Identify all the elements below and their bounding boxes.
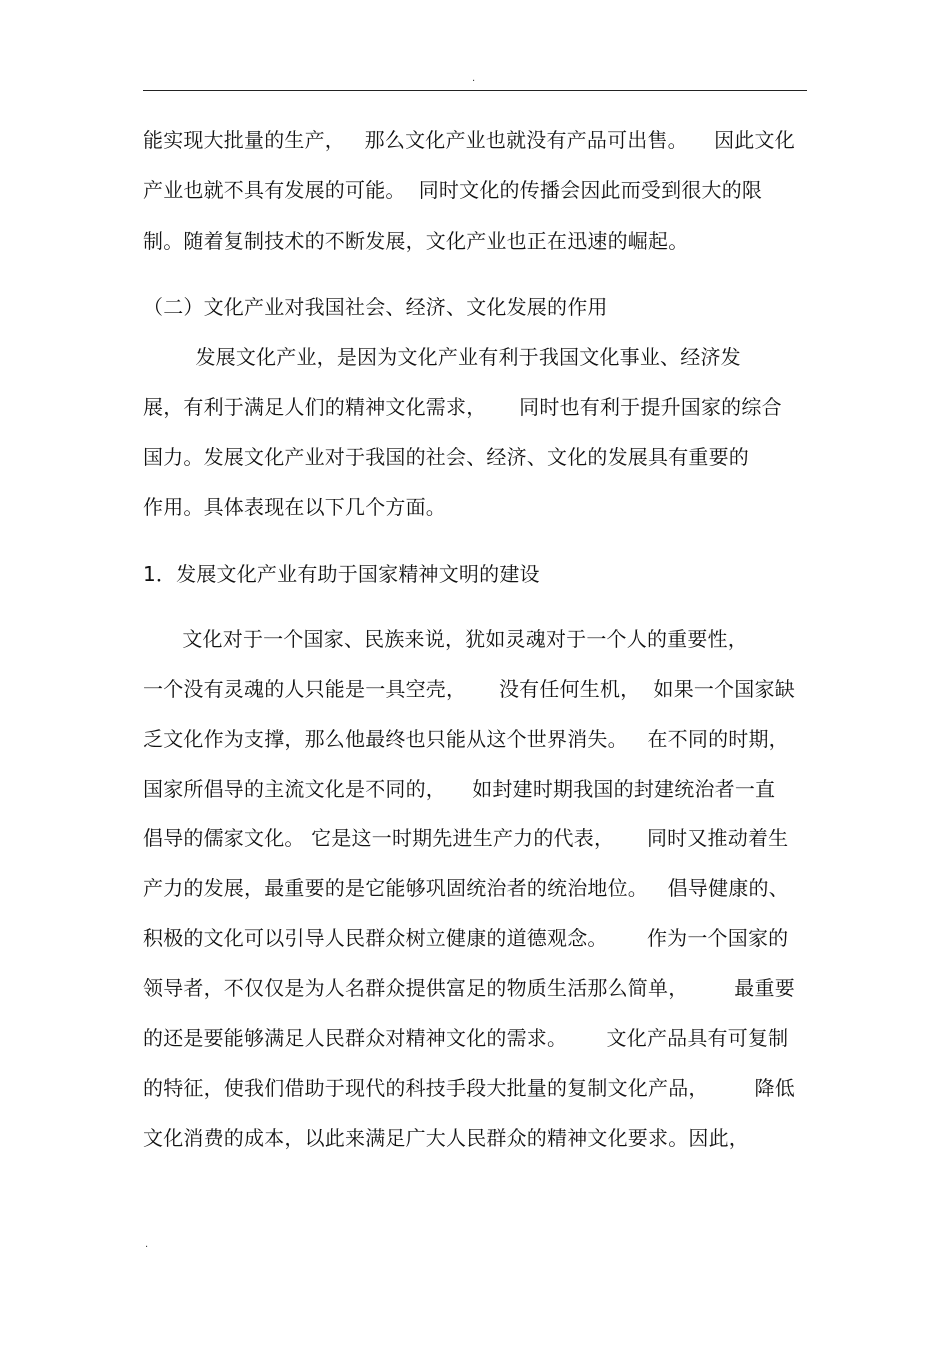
text-line: 的还是要能够满足人民群众对精神文化的需求。 文化产品具有可复制 xyxy=(143,1026,789,1050)
text-line: 作用。具体表现在以下几个方面。 xyxy=(143,495,446,519)
text-line: 展，有利于满足人们的精神文化需求， 同时也有利于提升国家的综合 xyxy=(143,395,782,419)
text-line: 文化对于一个国家、民族来说，犹如灵魂对于一个人的重要性， xyxy=(143,627,748,651)
text-line: 文化消费的成本，以此来满足广大人民群众的精神文化要求。因此， xyxy=(143,1126,749,1150)
text-line: 乏文化作为支撑，那么他最终也只能从这个世界消失。 在不同的时期， xyxy=(143,727,789,751)
text-line: 积极的文化可以引导人民群众树立健康的道德观念。 作为一个国家的 xyxy=(143,926,789,950)
text-line: 产业也就不具有发展的可能。 同时文化的传播会因此而受到很大的限 xyxy=(143,178,763,202)
subsection-heading: 1．发展文化产业有助于国家精神文明的建设 xyxy=(143,562,540,586)
text-line: 一个没有灵魂的人只能是一具空壳， 没有任何生机， 如果一个国家缺 xyxy=(143,677,795,701)
text-line: 领导者，不仅仅是为人名群众提供富足的物质生活那么简单， 最重要 xyxy=(143,976,795,1000)
text-line: 能实现大批量的生产， 那么文化产业也就没有产品可出售。 因此文化 xyxy=(143,128,795,152)
header-mark: . xyxy=(472,73,476,84)
footer-mark: . xyxy=(145,1239,149,1250)
text-line: 产力的发展，最重要的是它能够巩固统治者的统治地位。 倡导健康的、 xyxy=(143,876,789,900)
text-line: 国家所倡导的主流文化是不同的， 如封建时期我国的封建统治者一直 xyxy=(143,777,776,801)
text-line: 倡导的儒家文化。 它是这一时期先进生产力的代表， 同时又推动着生 xyxy=(143,826,789,850)
text-line: 制。随着复制技术的不断发展，文化产业也正在迅速的崛起。 xyxy=(143,229,689,253)
text-line: 国力。发展文化产业对于我国的社会、经济、文化的发展具有重要的 xyxy=(143,445,749,469)
section-heading: （二）文化产业对我国社会、经济、文化发展的作用 xyxy=(143,295,608,319)
text-line: 的特征，使我们借助于现代的科技手段大批量的复制文化产品， 降低 xyxy=(143,1076,795,1100)
text-line: 发展文化产业，是因为文化产业有利于我国文化事业、经济发 xyxy=(143,345,741,369)
header-rule xyxy=(143,90,807,91)
